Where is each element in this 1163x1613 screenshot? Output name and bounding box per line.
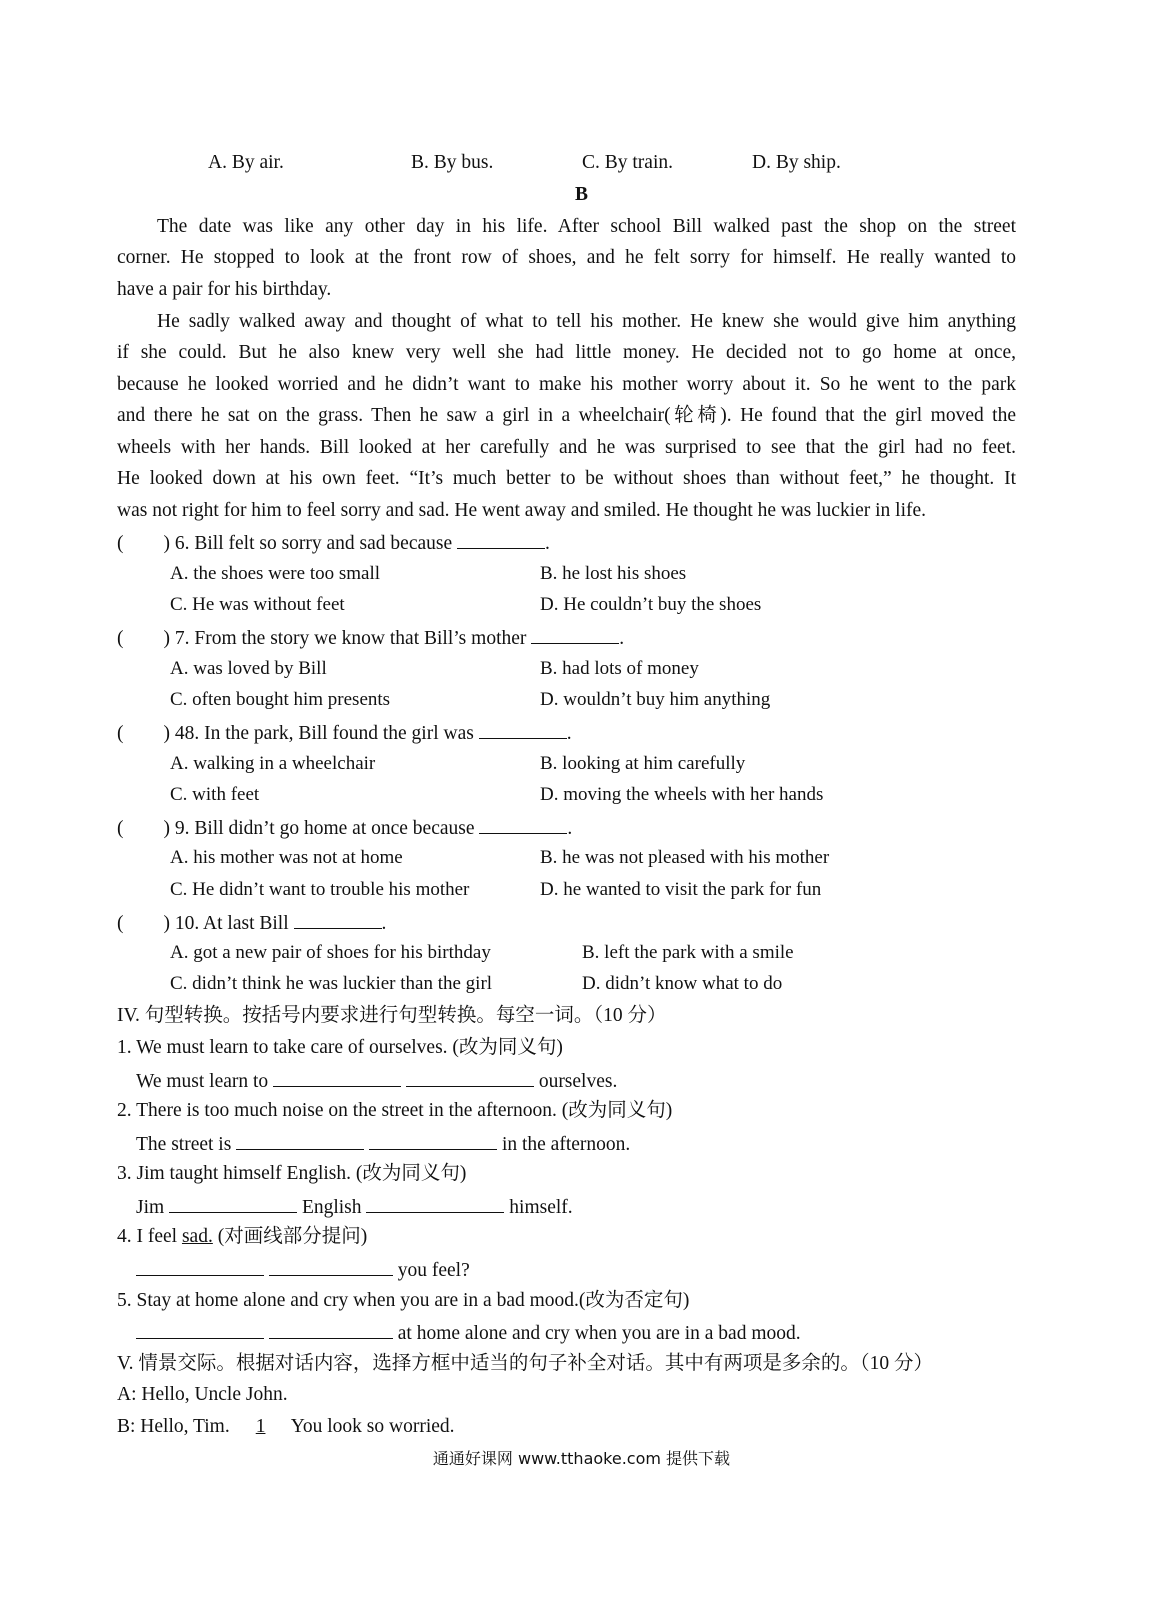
passage-line: He sadly walked away and thought of what to tell his mother. He knew she would give him anything [157, 311, 1016, 332]
option-d: D. wouldn’t buy him anything [540, 689, 771, 710]
option-a: A. got a new pair of shoes for his birthday [170, 942, 491, 963]
underlined-word: sad. [181, 1226, 213, 1247]
answer-blank[interactable] [273, 1068, 401, 1087]
option-c: C. He was without feet [170, 594, 345, 615]
rewrite-answer-5: at home alone and cry when you are in a bad mood. [136, 1320, 801, 1346]
dialogue-line-a: A: Hello, Uncle John. [117, 1384, 288, 1405]
rewrite-question-2: 2. There is too much noise on the street in the afternoon. (改为同义句) [117, 1100, 673, 1121]
option-b: B. he lost his shoes [540, 563, 687, 584]
option-a: A. walking in a wheelchair [170, 753, 376, 774]
answer-blank[interactable] [236, 1131, 364, 1150]
passage-line: was not right for him to feel sorry and sad. He went away and smiled. He thought he was luckier in life. [117, 500, 927, 521]
answer-blank[interactable] [269, 1257, 393, 1276]
passage-line: He looked down at his own feet. “It’s much better to be without shoes than without feet,” he thought. It [117, 468, 1016, 489]
answer-blank[interactable] [406, 1068, 534, 1087]
question-10: ( ) 10. At last Bill . [117, 910, 386, 936]
prev-option-a: A. By air. [208, 152, 284, 173]
answer-blank[interactable] [136, 1320, 264, 1339]
answer-blank[interactable] [531, 625, 619, 644]
answer-blank[interactable] [457, 530, 545, 549]
answer-blank[interactable] [294, 910, 382, 929]
question-9: ( ) 9. Bill didn’t go home at once because . [117, 815, 572, 841]
answer-blank[interactable] [369, 1131, 497, 1150]
answer-blank[interactable] [269, 1320, 393, 1339]
question-7: ( ) 7. From the story we know that Bill’s mother . [117, 625, 624, 651]
option-b: B. looking at him carefully [540, 753, 746, 774]
rewrite-answer-4: you feel? [136, 1257, 470, 1283]
rewrite-answer-3: Jim English himself. [136, 1194, 573, 1220]
option-b: B. had lots of money [540, 658, 699, 679]
dialogue-blank-1[interactable]: 1 [255, 1416, 266, 1437]
passage-line: have a pair for his birthday. [117, 279, 332, 300]
section-b-heading: B [574, 184, 588, 205]
option-b: B. he was not pleased with his mother [540, 847, 830, 868]
passage-line: if she could. But he also knew very well she had little money. He decided not to go home at once, [117, 342, 1016, 363]
question-6: ( ) 6. Bill felt so sorry and sad because . [117, 530, 550, 556]
rewrite-question-1: 1. We must learn to take care of ourselves. (改为同义句) [117, 1037, 563, 1058]
option-d: D. didn’t know what to do [582, 973, 783, 994]
option-c: C. didn’t think he was luckier than the girl [170, 973, 493, 994]
section-5-heading: V. 情景交际。根据对话内容，选择方框中适当的句子补全对话。其中有两项是多余的。（10 分） [117, 1353, 933, 1374]
rewrite-question-3: 3. Jim taught himself English. (改为同义句) [117, 1163, 467, 1184]
option-d: D. He couldn’t buy the shoes [540, 594, 762, 615]
passage-line: wheels with her hands. Bill looked at her carefully and he was surprised to see that the girl had no feet. [117, 437, 1016, 458]
prev-option-b: B. By bus. [411, 152, 494, 173]
rewrite-question-4: 4. I feel sad. (对画线部分提问) [117, 1226, 368, 1247]
question-48: ( ) 48. In the park, Bill found the girl was . [117, 720, 572, 746]
option-c: C. with feet [170, 784, 260, 805]
rewrite-answer-1: We must learn to ourselves. [136, 1068, 617, 1094]
option-d: D. moving the wheels with her hands [540, 784, 824, 805]
option-b: B. left the park with a smile [582, 942, 794, 963]
dialogue-line-b: B: Hello, Tim. 1 You look so worried. [117, 1416, 455, 1437]
answer-blank[interactable] [136, 1257, 264, 1276]
option-a: A. the shoes were too small [170, 563, 381, 584]
passage-line: and there he sat on the grass. Then he saw a girl in a wheelchair(轮椅). He found that the girl moved the [117, 405, 1016, 426]
rewrite-answer-2: The street is in the afternoon. [136, 1131, 630, 1157]
passage-line: corner. He stopped to look at the front row of shoes, and he felt sorry for himself. He really wanted to [117, 247, 1016, 268]
answer-blank[interactable] [479, 720, 567, 739]
option-d: D. he wanted to visit the park for fun [540, 879, 822, 900]
rewrite-question-5: 5. Stay at home alone and cry when you are in a bad mood.(改为否定句) [117, 1290, 690, 1311]
answer-blank[interactable] [479, 815, 567, 834]
option-c: C. He didn’t want to trouble his mother [170, 879, 470, 900]
answer-blank[interactable] [366, 1194, 504, 1213]
option-a: A. his mother was not at home [170, 847, 403, 868]
passage-line: The date was like any other day in his life. After school Bill walked past the shop on the street [157, 216, 1016, 237]
answer-blank[interactable] [169, 1194, 297, 1213]
prev-option-c: C. By train. [582, 152, 673, 173]
option-c: C. often bought him presents [170, 689, 391, 710]
passage-line: because he looked worried and he didn’t want to make his mother worry about it. So he went to the park [117, 374, 1016, 395]
page-footer: 通通好课网 www.tthaoke.com 提供下载 [432, 1449, 731, 1468]
prev-option-d: D. By ship. [752, 152, 841, 173]
option-a: A. was loved by Bill [170, 658, 327, 679]
section-4-heading: IV. 句型转换。按括号内要求进行句型转换。每空一词。（10 分） [117, 1005, 667, 1026]
